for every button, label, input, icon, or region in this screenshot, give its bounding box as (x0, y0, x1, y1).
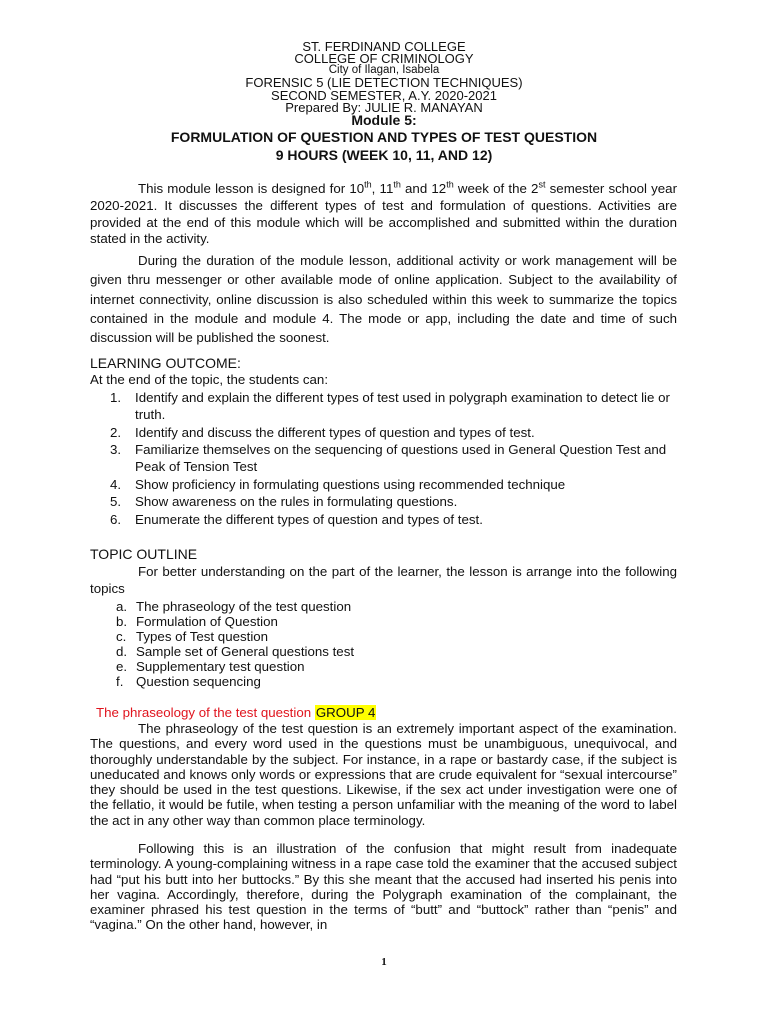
page-number: 1 (381, 956, 387, 968)
intro-paragraph-2: During the duration of the module lesson, additional activity or work management will be given thru messenger or other available mode of online application. Subject to the availability of internet connectivity, online discussion is also scheduled within this week to summarize the topics contained in the module and module 4. The mode or app, including the date and time of such discussion will be published the soonest. (90, 253, 677, 346)
school-name: ST. FERDINAND COLLEGE (302, 39, 466, 54)
outcome-item: 2. Identify and discuss the different types of question and types of test. (110, 425, 535, 440)
topic-outline-lead: For better understanding on the part of the learner, the lesson is arrange into the following topics (90, 564, 677, 596)
course-title: FORENSIC 5 (LIE DETECTION TECHNIQUES) (245, 75, 523, 90)
topic-item: e. Supplementary test question (116, 659, 305, 674)
module-title: FORMULATION OF QUESTION AND TYPES OF TEST QUESTION (170, 129, 598, 145)
topic-item: c. Types of Test question (116, 629, 269, 644)
topic-item: a. The phraseology of the test question (116, 599, 352, 614)
learning-outcome-heading: LEARNING OUTCOME: (90, 355, 241, 371)
module-hours: 9 HOURS (WEEK 10, 11, AND 12) (275, 147, 493, 163)
outcome-item: 1. Identify and explain the different types of test used in polygraph examination to detect lie or truth. (110, 390, 670, 422)
outcome-item: 3. Familiarize themselves on the sequencing of questions used in General Question Test and Peak of Tension Test (110, 442, 667, 474)
school-location: City of Ilagan, Isabela (328, 64, 440, 76)
phraseology-paragraph-2: Following this is an illustration of the confusion that might result from inadequate terminology. A young-complaining witness in a rape case told the examiner that the accused subject had “put his butt into her buttocks.” By this she meant that the accused had inserted his penis into her vagina. Accordingly, therefore, during the Polygraph examination of the complainant, the examiner phrased his test question in the terms of “butt” and “buttock” rather than “penis” and “vagina.” On the other hand, however, in (90, 841, 677, 933)
learning-outcome-lead: At the end of the topic, the students can: (90, 372, 329, 387)
college-name: COLLEGE OF CRIMINOLOGY (294, 51, 474, 66)
topic-item: f. Question sequencing (116, 674, 261, 689)
semester-line: SECOND SEMESTER, A.Y. 2020-2021 (271, 88, 497, 103)
phraseology-heading: The phraseology of the test question GROUP 4 (96, 705, 376, 720)
topic-outline-heading: TOPIC OUTLINE (90, 546, 198, 562)
topic-item: b. Formulation of Question (116, 614, 278, 629)
topic-item: d. Sample set of General questions test (116, 644, 355, 659)
outcome-item: 5. Show awareness on the rules in formulating questions. (110, 494, 458, 509)
outcome-item: 4. Show proficiency in formulating questions using recommended technique (110, 477, 566, 492)
phraseology-paragraph-1: The phraseology of the test question is an extremely important aspect of the examination. The questions, and every word used in the questions must be unambiguous, unequivocal, and thoroughly understandable by the subject. For instance, in a rape or bastardy case, if the subject is uneducated and knows only words or expressions that are crude equivalent for “sexual intercourse” they should be used in the test questions. Likewise, if the sex act under investigation were one of the fellatio, it would be futile, when testing a person unfamiliar with the meaning of the word to label the act in any other way than common place terminology. (90, 721, 677, 828)
prepared-by: Prepared By: JULIE R. MANAYAN (285, 100, 483, 115)
outcome-item: 6. Enumerate the different types of question and types of test. (110, 512, 483, 527)
intro-paragraph-1: This module lesson is designed for 10th, 11th and 12th week of the 2st semester school year 2020-2021. It discusses the different types of test and formulation of questions. Activities are provided at the end of this module which will be accomplished and submitted within the duration stated in the activity. (90, 179, 677, 247)
module-label: Module 5: (351, 112, 417, 128)
group-highlight: GROUP 4 (315, 705, 376, 720)
